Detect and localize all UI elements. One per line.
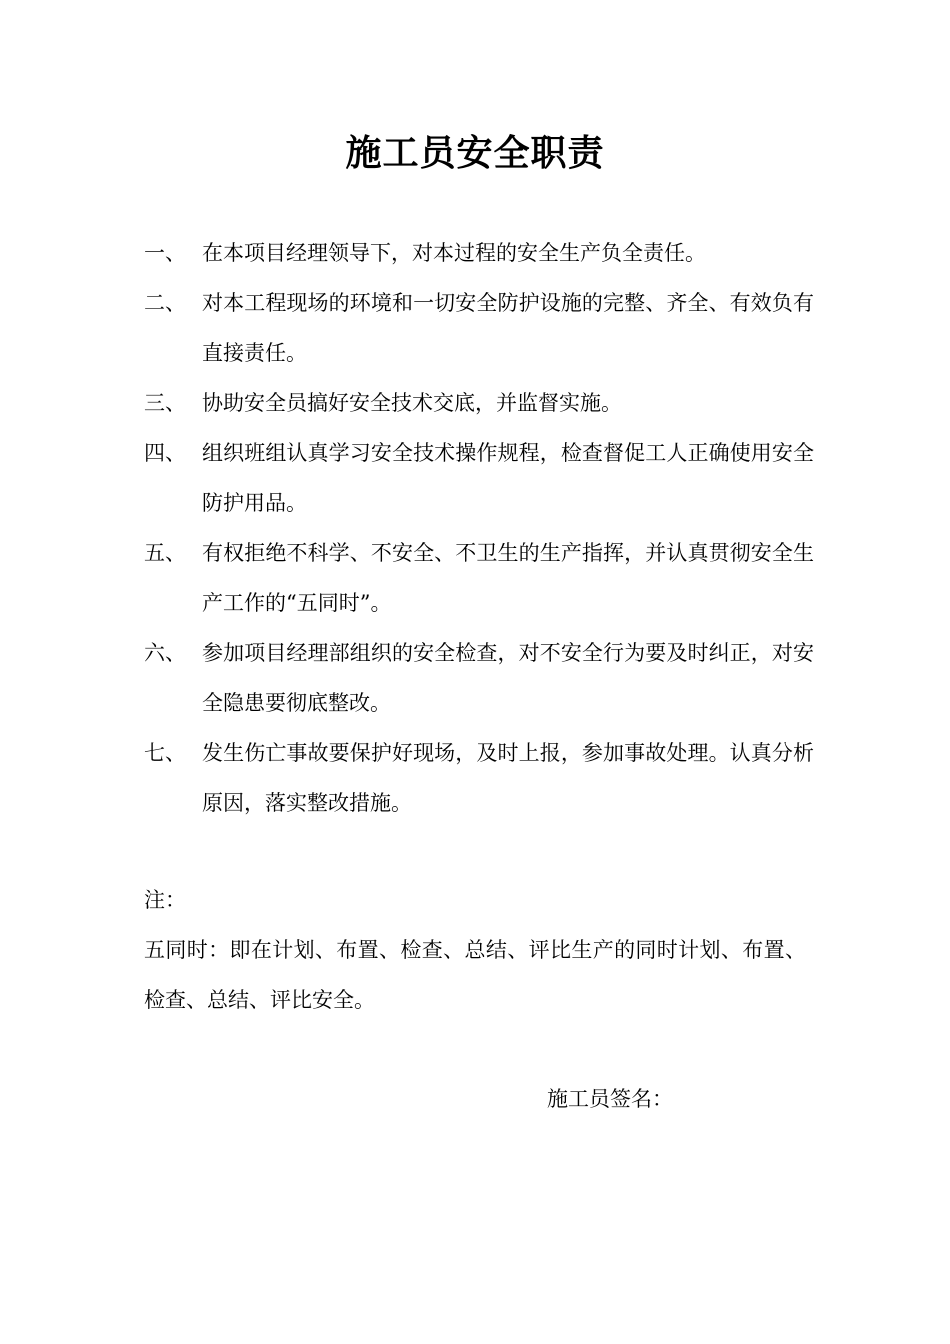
duty-text: 发生伤亡事故要保护好现场，及时上报，参加事故处理。认真分析原因，落实整改措施。 xyxy=(202,741,814,815)
duty-text: 对本工程现场的环境和一切安全防护设施的完整、齐全、有效负有直接责任。 xyxy=(202,291,814,365)
duty-number: 一、 xyxy=(144,241,186,265)
duty-item-5 xyxy=(144,528,814,628)
duty-number: 六、 xyxy=(144,641,186,665)
document-title: 施工员安全职责 xyxy=(345,132,605,174)
duty-item-2 xyxy=(144,278,814,378)
note-section xyxy=(144,875,806,1025)
note-text: 五同时：即在计划、布置、检查、总结、评比生产的同时计划、布置、检查、总结、评比安全。 xyxy=(144,938,806,1012)
duty-number: 二、 xyxy=(144,291,186,315)
duty-text: 组织班组认真学习安全技术操作规程，检查督促工人正确使用安全防护用品。 xyxy=(202,441,814,515)
duty-item-6 xyxy=(144,628,814,728)
duty-item-4 xyxy=(144,428,814,528)
duty-number: 五、 xyxy=(144,541,186,565)
duty-item-1 xyxy=(144,228,814,278)
duty-number: 七、 xyxy=(144,741,186,765)
duty-number: 四、 xyxy=(144,441,186,465)
duty-text: 在本项目经理领导下，对本过程的安全生产负全责任。 xyxy=(202,241,706,265)
duty-text: 参加项目经理部组织的安全检查，对不安全行为要及时纠正，对安全隐患要彻底整改。 xyxy=(202,641,814,715)
duty-item-7 xyxy=(144,728,814,828)
duty-number: 三、 xyxy=(144,391,186,415)
duty-item-3 xyxy=(144,378,814,428)
duty-text: 协助安全员搞好安全技术交底，并监督实施。 xyxy=(202,391,622,415)
note-label: 注： xyxy=(144,888,186,912)
duty-text: 有权拒绝不科学、不安全、不卫生的生产指挥，并认真贯彻安全生产工作的“五同时”。 xyxy=(202,541,814,615)
signature-label: 施工员签名： xyxy=(547,1087,673,1111)
duty-list xyxy=(144,228,814,828)
